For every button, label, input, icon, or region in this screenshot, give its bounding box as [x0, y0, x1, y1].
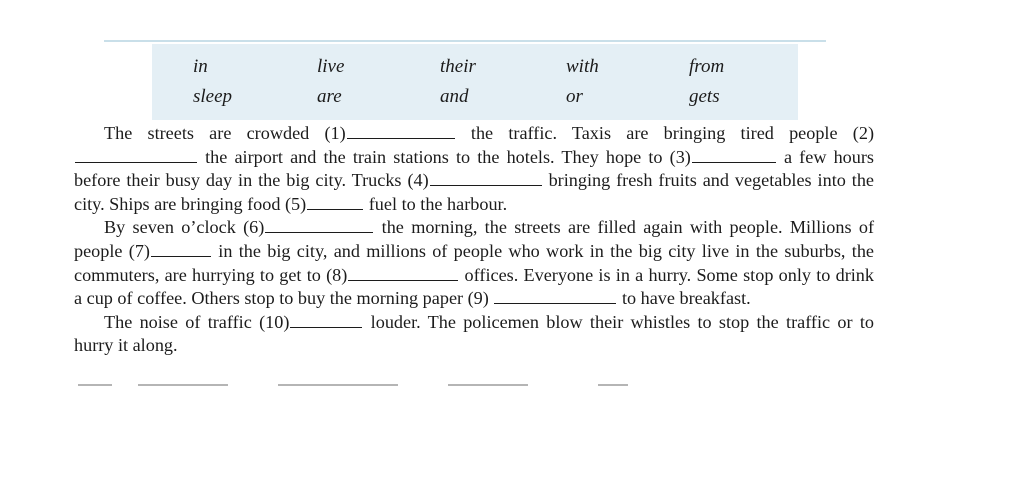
blank-number: (9) [467, 288, 489, 309]
answer-blank[interactable] [307, 194, 363, 210]
blank-number: (6) [243, 217, 265, 238]
word-bank-word: live [317, 56, 345, 77]
paragraph-1 [74, 122, 874, 216]
passage-text: offices. Everyone is in a hurry. Some stop only to drink a cup of coffee. Others stop to buy the morning paper [74, 264, 874, 309]
answer-blank[interactable] [347, 123, 455, 139]
cut-off-text-fragment [278, 384, 398, 386]
blank-number: (2) [852, 123, 875, 143]
answer-blank[interactable] [348, 265, 458, 281]
passage-text: to have breakfast. [617, 288, 751, 309]
word-bank-word: are [317, 86, 342, 107]
word-bank-word: or [566, 86, 583, 107]
passage-text: a few hours before their busy day in the big city. Trucks [74, 146, 874, 191]
passage-text: the airport and the train stations to the hotels. They hope to [198, 146, 670, 167]
blank-number: (1) [324, 123, 346, 143]
passage [74, 122, 874, 358]
passage-text: The streets are crowded [104, 123, 325, 143]
word-bank-word: from [689, 56, 725, 77]
blank-number: (4) [407, 170, 429, 191]
word-bank-word: with [566, 56, 599, 77]
blank-number: (10) [259, 311, 290, 332]
cut-off-text-fragment [138, 384, 228, 386]
passage-text: in the big city, and millions of people who work in the big city live in the suburbs, the commuters, are hurrying to get to [74, 240, 874, 285]
cut-off-text-fragment [448, 384, 528, 386]
word-bank-word: their [440, 56, 476, 77]
passage-text: the traffic. Taxis are bringing tired people [455, 123, 853, 143]
blank-number: (7) [128, 240, 150, 261]
answer-blank[interactable] [692, 147, 776, 163]
word-bank-word: in [193, 56, 208, 77]
passage-text: By seven o’clock [104, 217, 244, 238]
answer-blank[interactable] [151, 241, 211, 257]
passage-text: The noise of traffic [104, 311, 260, 332]
word-bank-word: sleep [193, 86, 233, 107]
answer-blank[interactable] [430, 170, 542, 186]
passage-text: fuel to the harbour. [364, 193, 508, 214]
answer-blank[interactable] [75, 147, 197, 163]
cut-off-text-fragment [598, 384, 628, 386]
answer-blank[interactable] [494, 288, 616, 304]
passage-text: the morning, the streets are filled again with people. Millions of people [74, 217, 875, 261]
passage-text: louder. The policemen blow their whistles to stop the traffic or to hurry it along. [74, 311, 874, 356]
cut-off-text-fragment [78, 384, 112, 386]
blank-number: (5) [284, 193, 307, 214]
cut-off-text-line [78, 384, 638, 388]
word-bank [152, 44, 798, 120]
word-bank-word: gets [689, 86, 720, 107]
word-bank-word: and [440, 86, 469, 107]
paragraph-2 [74, 216, 874, 310]
passage-text: bringing fresh fruits and vegetables into the city. Ships are bringing food [74, 170, 874, 214]
paragraph-3 [74, 311, 874, 358]
blank-number: (3) [669, 146, 691, 167]
top-rule [104, 40, 826, 42]
answer-blank[interactable] [290, 312, 362, 328]
blank-number: (8) [326, 264, 348, 285]
answer-blank[interactable] [265, 217, 373, 233]
